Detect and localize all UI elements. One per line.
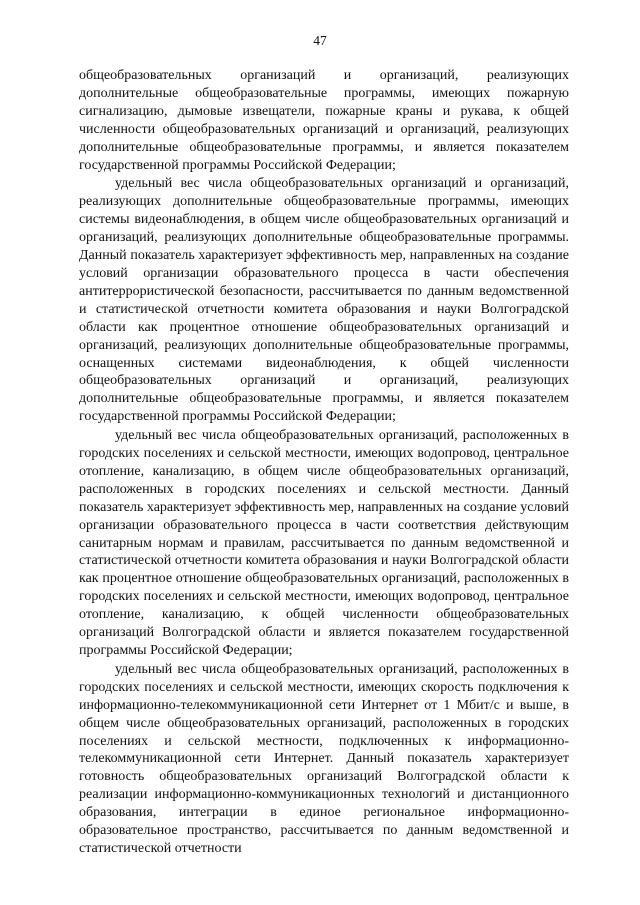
document-body [79, 67, 569, 858]
paragraph: удельный вес числа общеобразовательных организаций и организаций, реализующих дополнительные общеобразовательные программы, имеющих системы видеонаблюдения, в общем числе общеобразовательных организаций и организаций, реализующих дополнительные общеобразовательные программы. Данный показатель характеризует эффективность мер, направленных на создание условий организации образовательного процесса в части обеспечения антитеррористической безопасности, рассчитывается по данным ведомственной и статистической отчетности комитета образования и науки Волгоградской области как процентное отношение общеобразовательных организаций и организаций, реализующих дополнительные общеобразовательные программы, оснащенных системами видеонаблюдения, к общей численности общеобразовательных организаций и организаций, реализующих дополнительные общеобразовательные программы, и является показателем государственной программы Российской Федерации; [79, 176, 569, 425]
paragraph: удельный вес числа общеобразовательных организаций, расположенных в городских поселениях и сельской местности, имеющих скорость подключения к информационно-телекоммуникационной сети Интернет от 1 Мбит/с и выше, в общем числе общеобразовательных организаций, расположенных в городских поселениях и сельской местности, подключенных к информационно-телекоммуникационной сети Интернет. Данный показатель характеризует готовность общеобразовательных организаций Волгоградской области к реализации информационно-коммуникационных технологий и дистанционного образования, интеграции в единое региональное информационно-образовательное пространство, рассчитывается по данным ведомственной и статистической отчетности [79, 661, 569, 856]
paragraph: удельный вес числа общеобразовательных организаций, расположенных в городских поселениях и сельской местности, имеющих водопровод, центральное отопление, канализацию, в общем числе общеобразовательных организаций, расположенных в городских поселениях и сельской местности. Данный показатель характеризует эффективность мер, направленных на создание условий организации образовательного процесса в части соответствия действующим санитарным нормам и правилам, рассчитывается по данным ведомственной и статистической отчетности комитета образования и науки Волгоградской области как процентное отношение общеобразовательных организаций, расположенных в городских поселениях и сельской местности, имеющих водопровод, центральное отопление, канализацию, к общей численности общеобразовательных организаций Волгоградской области и является показателем государственной программы Российской Федерации; [79, 428, 569, 658]
page-number: 47 [313, 33, 327, 48]
paragraph: общеобразовательных организаций и организаций, реализующих дополнительные общеобразовательные программы, имеющих пожарную сигнализацию, дымовые извещатели, пожарные краны и рукава, к общей численности общеобразовательных организаций и организаций, реализующих дополнительные общеобразовательные программы, и является показателем государственной программы Российской Федерации; [79, 68, 569, 173]
